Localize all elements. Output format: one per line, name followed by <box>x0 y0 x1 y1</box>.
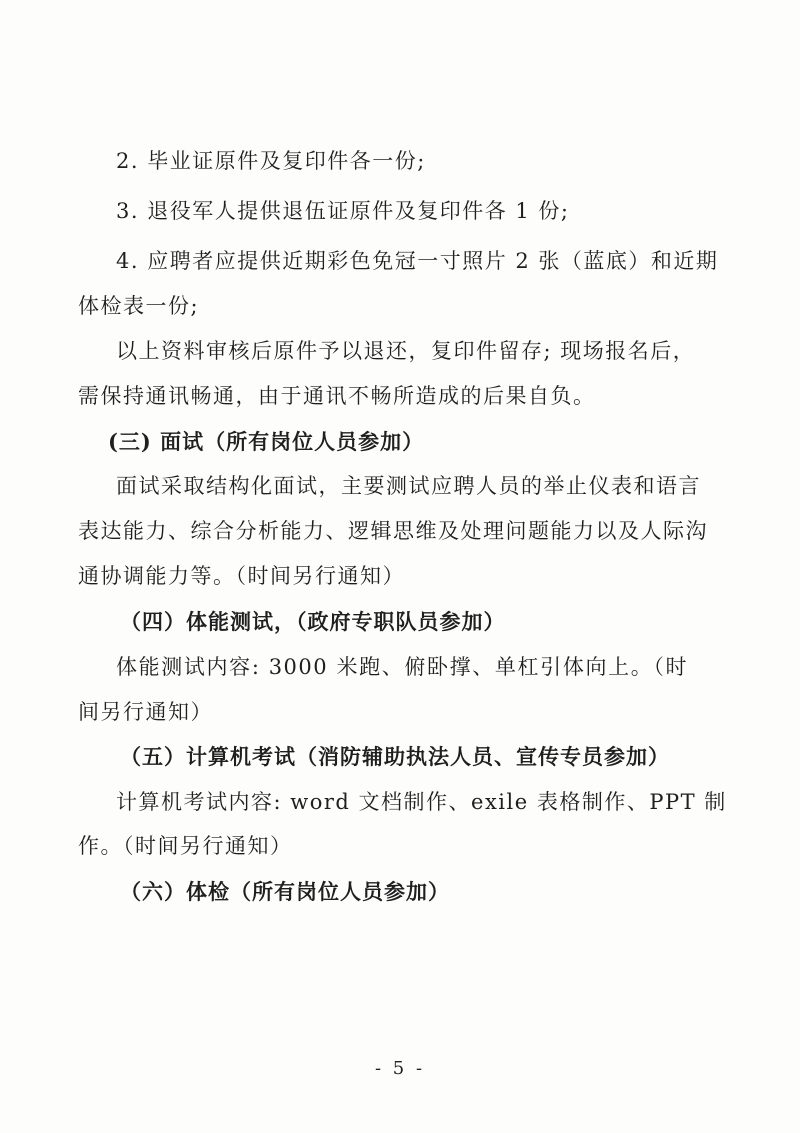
section-5-line-2: 作。（时间另行通知） <box>78 834 293 858</box>
section-3-line-2: 表达能力、综合分析能力、逻辑思维及处理问题能力以及人际沟 <box>78 519 708 543</box>
section-4-heading: （四）体能测试，（政府专职队员参加） <box>120 609 506 634</box>
section-6-heading: （六）体检（所有岗位人员参加） <box>120 879 450 904</box>
item-4-line-1: 4. 应聘者应提供近期彩色免冠一寸照片 2 张（蓝底）和近期 <box>116 249 719 273</box>
section-3-line-3: 通协调能力等。（时间另行通知） <box>78 564 405 588</box>
note-line-1: 以上资料审核后原件予以退还，复印件留存; 现场报名后， <box>116 339 696 363</box>
note-line-2: 需保持通讯畅通，由于通讯不畅所造成的后果自负。 <box>78 384 596 408</box>
item-4-line-2: 体检表一份; <box>78 294 200 318</box>
item-3: 3. 退役军人提供退伍证原件及复印件各 1 份; <box>116 199 570 223</box>
section-4-line-2: 间另行通知） <box>78 700 213 724</box>
item-2: 2. 毕业证原件及复印件各一份; <box>116 149 426 173</box>
section-5-heading: （五）计算机考试（消防辅助执法人员、宣传专员参加） <box>120 744 670 769</box>
section-5-line-1: 计算机考试内容: word 文档制作、exile 表格制作、PPT 制 <box>116 790 727 814</box>
section-3-line-1: 面试采取结构化面试，主要测试应聘人员的举止仪表和语言 <box>116 474 701 498</box>
page-number: - 5 - <box>374 1058 426 1079</box>
section-4-line-1: 体能测试内容: 3000 米跑、俯卧撑、单杠引体向上。（时 <box>116 655 688 679</box>
section-3-heading: (三) 面试（所有岗位人员参加） <box>108 429 425 454</box>
